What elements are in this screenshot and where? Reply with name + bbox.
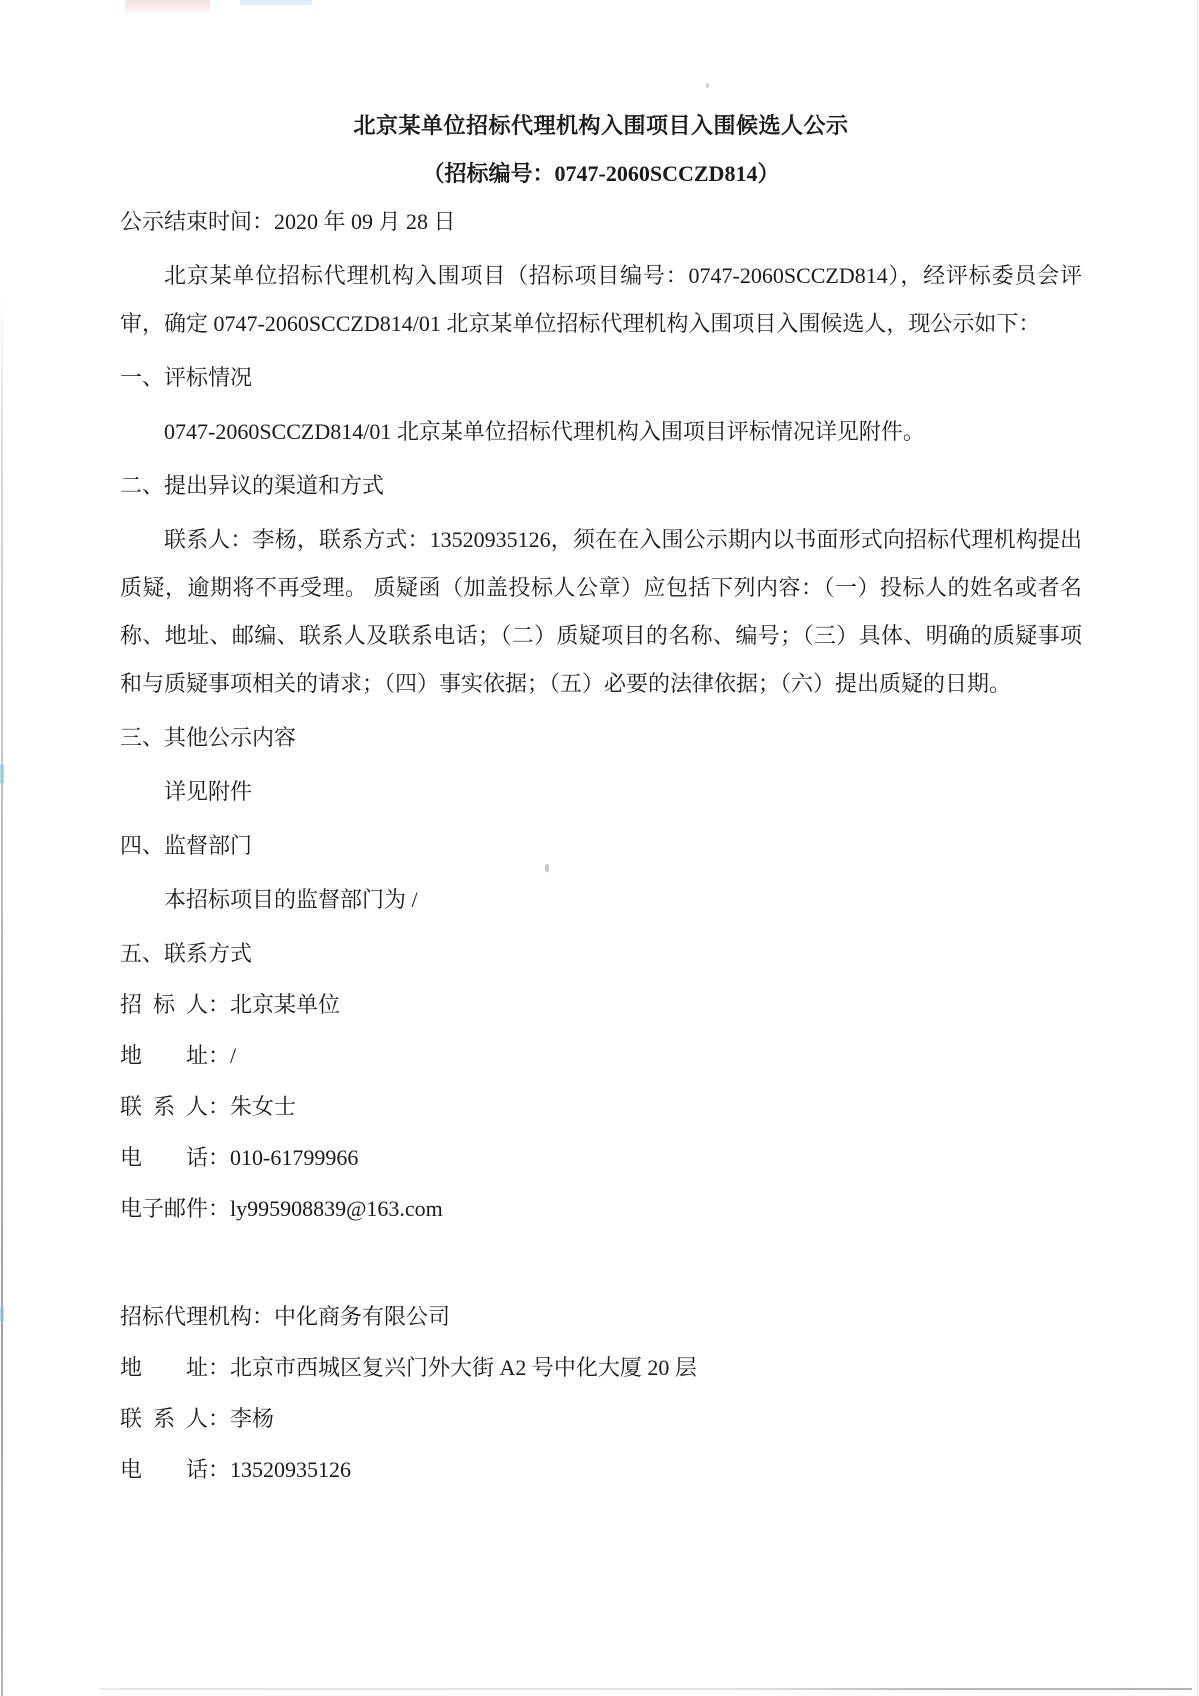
scan-artifact-top-pink-smudge	[125, 0, 210, 13]
scan-artifact-speck	[706, 83, 709, 88]
section-1-body: 0747-2060SCCZD814/01 北京某单位招标代理机构入围项目评标情况详见附件。	[164, 419, 925, 444]
scan-artifact-left-edge-line	[1, 295, 3, 1696]
section-3-body: 详见附件	[164, 779, 253, 804]
tenderer-name-line: 招 标 人：北京某单位	[120, 992, 341, 1017]
agency-address-line: 地 址：北京市西城区复兴门外大街 A2 号中化大厦 20 层	[120, 1355, 697, 1380]
scan-artifact-right-edge-line	[1197, 0, 1198, 1696]
document-subtitle: （招标编号：0747-2060SCCZD814）	[422, 161, 780, 186]
intro-paragraph: 北京某单位招标代理机构入围项目（招标项目编号：0747-2060SCCZD814），经评标委员会评审，确定 0747-2060SCCZD814/01 北京某单位招标代理机构入围项目入围候选人，现公示如下：	[120, 263, 1082, 336]
agency-contact-person-line: 联 系 人：李杨	[120, 1406, 275, 1431]
tenderer-contact-person-line: 联 系 人：朱女士	[120, 1094, 297, 1119]
tenderer-phone-line: 电 话：010-61799966	[120, 1145, 359, 1170]
agency-phone-line: 电 话：13520935126	[120, 1457, 352, 1482]
tenderer-address-line: 地 址：/	[120, 1043, 237, 1068]
scan-artifact-bottom-line	[100, 1688, 1192, 1690]
scan-artifact-top-blue-smudge	[240, 0, 312, 5]
section-5-heading: 五、联系方式	[120, 941, 253, 966]
section-2-heading: 二、提出异议的渠道和方式	[120, 473, 385, 498]
section-4-body: 本招标项目的监督部门为 /	[164, 887, 418, 912]
scan-artifact-blue-tick-lower	[0, 1306, 4, 1322]
tenderer-email-line: 电子邮件：ly995908839@163.com	[120, 1196, 443, 1221]
document-title: 北京某单位招标代理机构入围项目入围候选人公示	[353, 113, 849, 138]
publicity-end-time: 公示结束时间：2020 年 09 月 28 日	[120, 209, 456, 234]
scan-artifact-blue-tick-upper	[0, 764, 4, 784]
section-4-heading: 四、监督部门	[120, 833, 253, 858]
section-3-heading: 三、其他公示内容	[120, 725, 297, 750]
agency-name-line: 招标代理机构：中化商务有限公司	[120, 1304, 451, 1329]
document-content	[120, 102, 1082, 1494]
section-1-heading: 一、评标情况	[120, 365, 253, 390]
section-2-body: 联系人：李杨，联系方式：13520935126，须在在入围公示期内以书面形式向招标代理机构提出质疑，逾期将不再受理。 质疑函（加盖投标人公章）应包括下列内容：（一）投标人的姓名或者名称、地址、邮编、联系人及联系电话；（二）质疑项目的名称、编号；（三）具体、明确的质疑事项和与质疑事项相关的请求；（四）事实依据；（五）必要的法律依据；（六）提出质疑的日期。	[120, 527, 1082, 696]
